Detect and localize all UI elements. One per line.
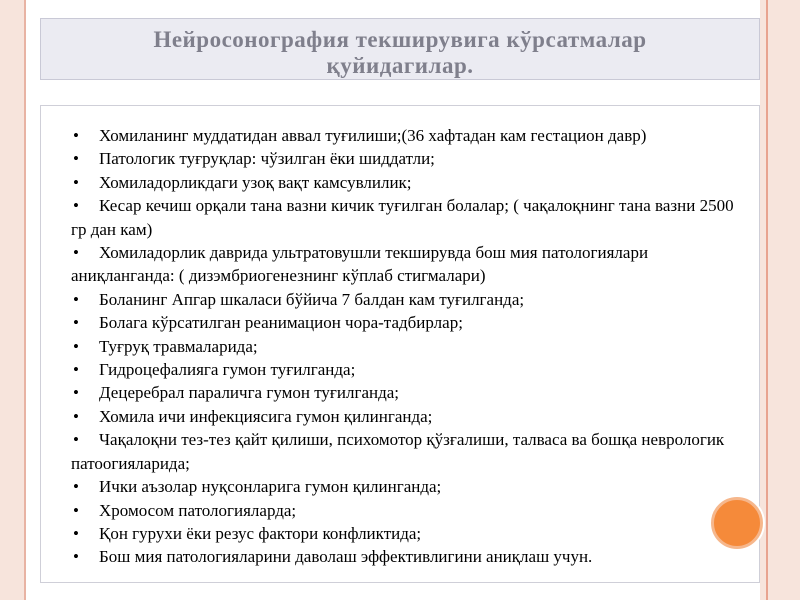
bullet-icon: •	[73, 383, 79, 403]
list-item	[71, 194, 747, 241]
list-item-text: Бош мия патологияларини даволаш эффективлигини аниқлаш учун.	[99, 547, 593, 567]
content-box	[40, 105, 760, 583]
list-item-text: Хомиланинг муддатидан аввал туғилиши;(36 хафтадан кам гестацион давр)	[99, 126, 647, 145]
bullet-icon: •	[73, 243, 79, 263]
list-item-text: Децеребрал параличга гумон туғилганда;	[99, 383, 399, 403]
bullet-icon: •	[73, 126, 79, 145]
list-item-text: Ички аъзолар нуқсонларига гумон қилинганда;	[99, 477, 442, 497]
bullet-icon: •	[73, 430, 79, 450]
list-item	[71, 147, 747, 170]
bullet-icon: •	[73, 149, 79, 169]
list-item	[71, 358, 747, 381]
bullet-icon: •	[73, 289, 79, 309]
slide-title-line-2: қуйидагилар.	[326, 53, 474, 78]
list-item	[71, 381, 747, 404]
left-frame-line	[24, 0, 26, 600]
list-item	[71, 545, 747, 568]
list-item-text: Хомиладорлик даврида ультратовушли текширувда бош мия патологиялари аниқланганда: ( дизэмбриогенезнинг кўплаб стигмалари)	[71, 243, 649, 286]
bullet-icon: •	[73, 547, 79, 567]
left-frame-border	[0, 0, 25, 600]
bullet-icon: •	[73, 336, 79, 356]
list-item	[71, 124, 747, 147]
bullet-icon: •	[73, 500, 79, 520]
bullet-icon: •	[73, 523, 79, 543]
right-frame-line	[766, 0, 768, 600]
list-item-text: Боланинг Апгар шкаласи бўйича 7 балдан кам туғилганда;	[99, 289, 525, 309]
list-item-text: Хромосом патологияларда;	[99, 500, 297, 520]
bullet-icon: •	[73, 172, 79, 192]
list-item	[71, 475, 747, 498]
list-item	[71, 171, 747, 194]
bullet-icon: •	[73, 313, 79, 333]
bullet-icon: •	[73, 360, 79, 380]
list-item	[71, 522, 747, 545]
orange-circle-decoration	[711, 497, 763, 549]
list-item-text: Чақалоқни тез-тез қайт қилиши, психомотор қўзғалиши, талваса ва бошқа неврологик патоогияларида;	[71, 430, 725, 473]
list-item-text: Хомиладорликдаги узоқ вақт камсувлилик;	[99, 172, 412, 192]
bullet-icon: •	[73, 406, 79, 426]
list-item-text: Гидроцефалияга гумон туғилганда;	[99, 360, 356, 380]
slide-title-line-1: Нейросонография текширувига кўрсатмалар	[153, 27, 647, 52]
list-item	[71, 311, 747, 334]
list-item	[71, 499, 747, 522]
list-item	[71, 241, 747, 288]
slide-title-box	[40, 18, 760, 80]
list-item-text: Кесар кечиш орқали тана вазни кичик туғилган болалар; ( чақалоқнинг тана вазни 2500 гр дан кам)	[71, 196, 734, 239]
list-item-text: Қон гурухи ёки резус фактори конфликтида;	[99, 523, 422, 543]
list-item	[71, 428, 747, 475]
list-item-text: Хомила ичи инфекциясига гумон қилинганда;	[99, 406, 433, 426]
bullet-icon: •	[73, 477, 79, 497]
bullet-icon: •	[73, 196, 79, 216]
list-item	[71, 405, 747, 428]
list-item-text: Патологик туғруқлар: чўзилган ёки шиддатли;	[99, 149, 435, 169]
list-item-text: Туғруқ травмаларида;	[99, 336, 258, 356]
indications-list	[71, 124, 747, 569]
list-item	[71, 335, 747, 358]
list-item-text: Болага кўрсатилган реанимацион чора-тадбирлар;	[99, 313, 463, 333]
list-item	[71, 288, 747, 311]
